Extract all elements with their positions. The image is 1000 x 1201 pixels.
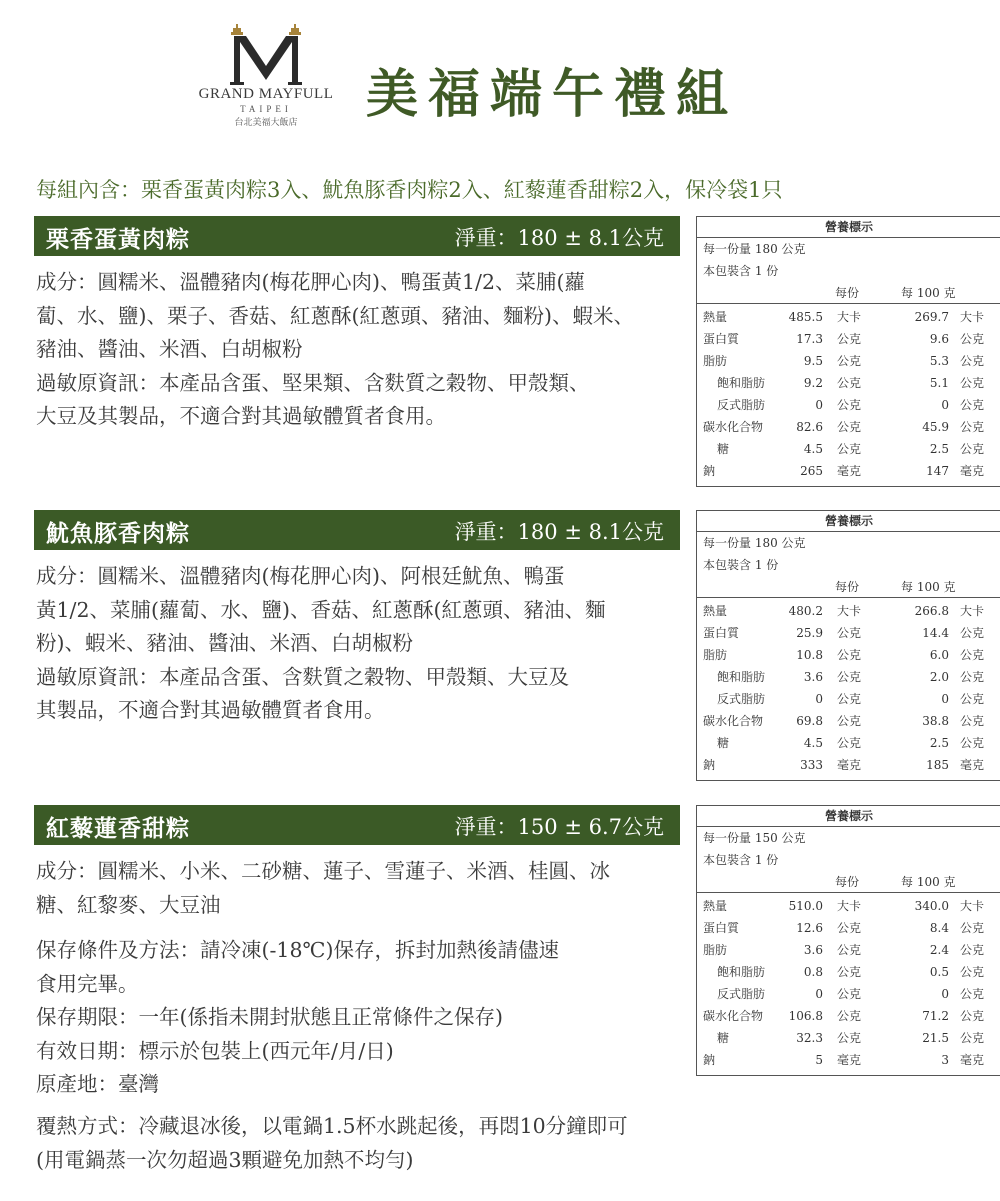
per-100g-unit: 公克: [960, 692, 985, 706]
per-serving-unit: 公克: [837, 714, 862, 728]
per-serving-value: 82.6: [796, 420, 823, 434]
per-serving-value: 9.2: [803, 376, 823, 390]
nutrition-column-headers: [697, 282, 1000, 304]
nutrient-label: 飽和脂肪: [717, 965, 766, 979]
per-serving-value: 106.8: [788, 1009, 823, 1023]
description-line: 成分：圓糯米、溫體豬肉(梅花胛心肉)、鴨蛋黃1/2、菜脯(蘿: [36, 270, 585, 294]
per-serving-value: 0.8: [803, 965, 823, 979]
per-100g-value: 71.2: [922, 1009, 949, 1023]
product-name: 紅藜蓮香甜粽: [46, 815, 190, 842]
per-serving-unit: 公克: [837, 987, 862, 1001]
storage-line: 食用完畢。: [36, 971, 139, 996]
product-header-bar: [34, 510, 680, 550]
per-serving-unit: 公克: [837, 332, 862, 346]
description-line: 成分：圓糯米、小米、二砂糖、蓮子、雪蓮子、米酒、桂圓、冰: [36, 859, 610, 883]
storage-info: [36, 934, 559, 1102]
description-line: 豬油、醬油、米酒、白胡椒粉: [36, 337, 303, 361]
per-serving-unit: 毫克: [837, 758, 862, 772]
per-serving-value: 3.6: [803, 670, 823, 684]
storage-line: 原產地：臺灣: [36, 1072, 159, 1096]
nutrient-label: 糖: [717, 1031, 730, 1045]
servings-per-package: 本包裝含 1 份: [703, 264, 779, 278]
net-weight: 淨重：180 ± 8.1公克: [454, 226, 664, 250]
nutrient-label: 熱量: [703, 899, 728, 913]
nutrient-label: 蛋白質: [703, 921, 740, 935]
per-serving-unit: 公克: [837, 921, 862, 935]
per-serving-value: 333: [800, 758, 823, 772]
per-100g-unit: 公克: [960, 442, 985, 456]
per-serving-value: 17.3: [796, 332, 823, 346]
product-description: [36, 266, 676, 434]
nutrition-column-headers: [697, 576, 1000, 598]
per-100g-value: 340.0: [914, 899, 949, 913]
brand-name: GRAND MAYFULL: [198, 86, 334, 102]
per-100g-value: 5.1: [929, 376, 949, 390]
nutrient-label: 碳水化合物: [703, 1009, 764, 1023]
per-100g-unit: 公克: [960, 736, 985, 750]
nutrition-row: [697, 1027, 1000, 1049]
servings-per-package: 本包裝含 1 份: [703, 853, 779, 867]
nutrient-label: 糖: [717, 736, 730, 750]
per-serving-value: 510.0: [788, 899, 823, 913]
description-line: 其製品，不適合對其過敏體質者食用。: [36, 698, 385, 722]
brand-city: TAIPEI: [240, 104, 292, 114]
per-serving-value: 12.6: [796, 921, 823, 935]
nutrition-row: [697, 1005, 1000, 1027]
nutrition-row: [697, 688, 1000, 710]
per-100g-value: 2.5: [929, 442, 949, 456]
per-100g-value: 38.8: [922, 714, 949, 728]
nutrition-row: [697, 754, 1000, 776]
per-100g-unit: 公克: [960, 648, 985, 662]
nutrient-label: 飽和脂肪: [717, 670, 766, 684]
product-header-bar: [34, 216, 680, 256]
nutrition-row: [697, 644, 1000, 666]
per-100g-value: 8.4: [929, 921, 949, 935]
nutrition-row: [697, 983, 1000, 1005]
per-100g-value: 0: [941, 987, 949, 1001]
per-serving-unit: 大卡: [837, 604, 862, 618]
nutrient-label: 反式脂肪: [717, 398, 766, 412]
nutrient-label: 飽和脂肪: [717, 376, 766, 390]
description-line: 過敏原資訊：本產品含蛋、含麩質之穀物、甲殼類、大豆及: [36, 664, 569, 689]
per-serving-value: 4.5: [803, 442, 823, 456]
product-name: 魷魚豚香肉粽: [46, 520, 190, 547]
reheating-line: (用電鍋蒸一次勿超過3顆避免加熱不均勻): [36, 1147, 414, 1172]
nutrient-label: 熱量: [703, 310, 728, 324]
nutrition-row: [697, 416, 1000, 438]
per-serving-value: 485.5: [788, 310, 823, 324]
nutrient-label: 碳水化合物: [703, 714, 764, 728]
per-serving-value: 265: [800, 464, 823, 478]
per-serving-unit: 公克: [837, 736, 862, 750]
per-100g-value: 14.4: [922, 626, 949, 640]
description-line: 過敏原資訊：本產品含蛋、堅果類、含麩質之穀物、甲殼類、: [36, 370, 590, 395]
per-100g-value: 185: [926, 758, 949, 772]
per-serving-unit: 公克: [837, 398, 862, 412]
per-serving-value: 480.2: [788, 604, 823, 618]
nutrition-row: [697, 306, 1000, 328]
per-serving-value: 0: [815, 692, 823, 706]
storage-line: 保存期限：一年(係指未開封狀態且正常條件之保存): [36, 1005, 503, 1029]
description-line: 成分：圓糯米、溫體豬肉(梅花胛心肉)、阿根廷魷魚、鴨蛋: [36, 564, 565, 588]
per-100g-value: 2.4: [929, 943, 949, 957]
per-100g-unit: 公克: [960, 987, 985, 1001]
per-serving-value: 25.9: [796, 626, 823, 640]
per-100g-value: 147: [926, 464, 949, 478]
nutrition-rows: [697, 598, 1000, 780]
nutrition-row: [697, 961, 1000, 983]
nutrient-label: 反式脂肪: [717, 692, 766, 706]
product-description: [36, 560, 676, 728]
nutrition-row: [697, 917, 1000, 939]
brand-logo: [196, 22, 336, 140]
per-serving-unit: 公克: [837, 626, 862, 640]
per-serving-unit: 公克: [837, 965, 862, 979]
per-serving-unit: 公克: [837, 943, 862, 957]
per-100g-unit: 公克: [960, 943, 985, 957]
per-serving-unit: 公克: [837, 1009, 862, 1023]
description-line: 粉)、蝦米、豬油、醬油、米酒、白胡椒粉: [36, 631, 413, 655]
per-serving-unit: 公克: [837, 376, 862, 390]
nutrition-row: [697, 732, 1000, 754]
per-100g-header: 每 100 克: [901, 875, 956, 889]
nutrient-label: 鈉: [703, 464, 716, 478]
nutrition-row: [697, 438, 1000, 460]
per-serving-header: 每份: [835, 580, 860, 594]
product-header-bar: [34, 805, 680, 845]
nutrient-label: 蛋白質: [703, 626, 740, 640]
nutrient-label: 鈉: [703, 758, 716, 772]
serving-size: 每一份量 150 公克: [703, 831, 806, 845]
per-100g-unit: 毫克: [960, 1053, 985, 1067]
per-100g-value: 5.3: [929, 354, 949, 368]
nutrition-table: [696, 510, 1000, 781]
nutrient-label: 碳水化合物: [703, 420, 764, 434]
crown-m-icon: [226, 22, 306, 86]
reheating-line: 覆熱方式：冷藏退冰後，以電鍋1.5杯水跳起後，再悶10分鐘即可: [36, 1114, 628, 1138]
per-serving-value: 0: [815, 987, 823, 1001]
per-100g-value: 2.0: [929, 670, 949, 684]
per-100g-unit: 公克: [960, 420, 985, 434]
per-100g-unit: 公克: [960, 670, 985, 684]
nutrition-rows: [697, 304, 1000, 486]
nutrition-table: [696, 216, 1000, 487]
nutrient-label: 糖: [717, 442, 730, 456]
per-serving-header: 每份: [835, 875, 860, 889]
storage-line: 保存條件及方法：請冷凍(-18℃)保存，拆封加熱後請儘速: [36, 938, 559, 962]
net-weight: 淨重：150 ± 6.7公克: [454, 815, 664, 839]
per-100g-unit: 大卡: [960, 310, 985, 324]
description-line: 大豆及其製品，不適合對其過敏體質者食用。: [36, 404, 446, 428]
nutrition-row: [697, 394, 1000, 416]
nutrition-row: [697, 328, 1000, 350]
net-weight: 淨重：180 ± 8.1公克: [454, 520, 664, 544]
per-serving-unit: 大卡: [837, 310, 862, 324]
per-serving-value: 4.5: [803, 736, 823, 750]
per-serving-unit: 公克: [837, 420, 862, 434]
description-line: 蔔、水、鹽)、栗子、香菇、紅蔥酥(紅蔥頭、豬油、麵粉)、蝦米、: [36, 303, 634, 328]
nutrition-row: [697, 350, 1000, 372]
per-100g-unit: 公克: [960, 354, 985, 368]
nutrient-label: 蛋白質: [703, 332, 740, 346]
per-100g-unit: 大卡: [960, 604, 985, 618]
nutrition-row: [697, 895, 1000, 917]
serving-size: 每一份量 180 公克: [703, 536, 806, 550]
description-line: 黃1/2、菜脯(蘿蔔、水、鹽)、香菇、紅蔥酥(紅蔥頭、豬油、麵: [36, 597, 606, 622]
per-100g-unit: 毫克: [960, 464, 985, 478]
per-serving-value: 5: [815, 1053, 823, 1067]
per-serving-value: 32.3: [796, 1031, 823, 1045]
nutrition-table: [696, 805, 1000, 1076]
per-100g-value: 21.5: [922, 1031, 949, 1045]
nutrition-row: [697, 666, 1000, 688]
per-100g-unit: 公克: [960, 965, 985, 979]
per-100g-value: 0.5: [929, 965, 949, 979]
product-name: 栗香蛋黃肉粽: [46, 226, 190, 253]
per-100g-value: 269.7: [914, 310, 949, 324]
serving-size: 每一份量 180 公克: [703, 242, 806, 256]
nutrition-title: 營養標示: [697, 511, 1000, 532]
nutrition-row: [697, 372, 1000, 394]
per-100g-unit: 公克: [960, 714, 985, 728]
storage-line: 有效日期：標示於包裝上(西元年/月/日): [36, 1038, 394, 1063]
per-100g-value: 6.0: [929, 648, 949, 662]
per-serving-unit: 大卡: [837, 899, 862, 913]
per-100g-value: 0: [941, 398, 949, 412]
per-100g-value: 9.6: [929, 332, 949, 346]
per-serving-unit: 公克: [837, 648, 862, 662]
nutrition-title: 營養標示: [697, 806, 1000, 827]
per-serving-unit: 公克: [837, 442, 862, 456]
per-serving-unit: 公克: [837, 670, 862, 684]
nutrition-row: [697, 622, 1000, 644]
per-serving-unit: 公克: [837, 354, 862, 368]
nutrient-label: 鈉: [703, 1053, 716, 1067]
nutrition-row: [697, 600, 1000, 622]
nutrient-label: 脂肪: [703, 354, 728, 368]
per-100g-unit: 公克: [960, 1009, 985, 1023]
per-100g-unit: 公克: [960, 332, 985, 346]
brand-chinese-name: 台北美福大飯店: [234, 118, 298, 128]
reheating-instructions: [36, 1110, 628, 1177]
nutrient-label: 熱量: [703, 604, 728, 618]
per-100g-unit: 大卡: [960, 899, 985, 913]
set-contents: 每組內含：栗香蛋黃肉粽3入、魷魚豚香肉粽2入、紅藜蓮香甜粽2入，保冷袋1只: [36, 178, 783, 202]
per-100g-unit: 毫克: [960, 758, 985, 772]
nutrient-label: 脂肪: [703, 943, 728, 957]
per-serving-header: 每份: [835, 286, 860, 300]
per-serving-unit: 公克: [837, 692, 862, 706]
per-100g-unit: 公克: [960, 1031, 985, 1045]
per-100g-value: 0: [941, 692, 949, 706]
nutrition-row: [697, 710, 1000, 732]
per-serving-unit: 公克: [837, 1031, 862, 1045]
per-100g-value: 266.8: [914, 604, 949, 618]
per-100g-unit: 公克: [960, 376, 985, 390]
per-100g-unit: 公克: [960, 626, 985, 640]
nutrition-rows: [697, 893, 1000, 1075]
per-serving-unit: 毫克: [837, 1053, 862, 1067]
per-100g-header: 每 100 克: [901, 580, 956, 594]
nutrition-column-headers: [697, 871, 1000, 893]
product-description: [36, 855, 676, 922]
per-100g-unit: 公克: [960, 398, 985, 412]
page-title: 美福端午禮組: [366, 64, 739, 125]
per-serving-value: 3.6: [803, 943, 823, 957]
per-serving-value: 0: [815, 398, 823, 412]
nutrition-row: [697, 460, 1000, 482]
nutrition-row: [697, 939, 1000, 961]
nutrition-row: [697, 1049, 1000, 1071]
servings-per-package: 本包裝含 1 份: [703, 558, 779, 572]
per-serving-value: 10.8: [796, 648, 823, 662]
nutrient-label: 反式脂肪: [717, 987, 766, 1001]
nutrition-title: 營養標示: [697, 217, 1000, 238]
description-line: 糖、紅黎麥、大豆油: [36, 892, 221, 917]
per-100g-value: 3: [941, 1053, 949, 1067]
per-100g-unit: 公克: [960, 921, 985, 935]
per-serving-value: 69.8: [796, 714, 823, 728]
per-100g-header: 每 100 克: [901, 286, 956, 300]
per-serving-unit: 毫克: [837, 464, 862, 478]
nutrient-label: 脂肪: [703, 648, 728, 662]
per-100g-value: 2.5: [929, 736, 949, 750]
per-100g-value: 45.9: [922, 420, 949, 434]
per-serving-value: 9.5: [803, 354, 823, 368]
